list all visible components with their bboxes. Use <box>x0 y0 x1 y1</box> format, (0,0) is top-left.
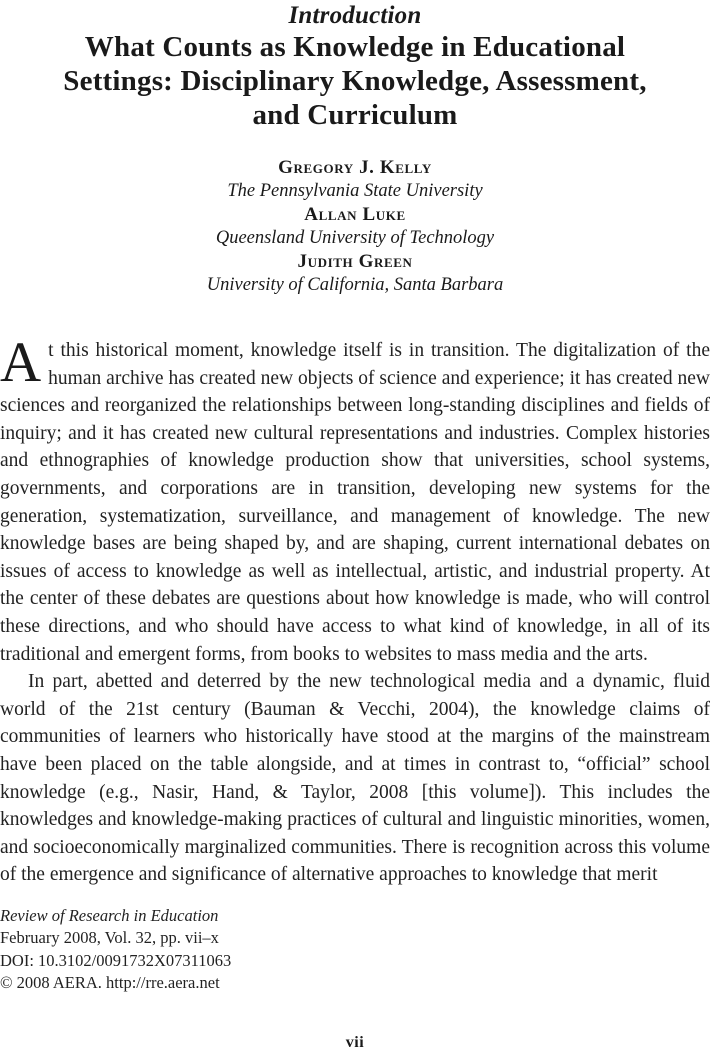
journal-name: Review of Research in Education <box>0 905 219 925</box>
doi-line: DOI: 10.3102/0091732X07311063 <box>0 950 232 970</box>
issue-info: February 2008, Vol. 32, pp. vii–x <box>0 928 219 948</box>
copyright-line: © 2008 AERA. http://rre.aera.net <box>0 973 220 993</box>
page-number: vii <box>345 1034 365 1051</box>
series-label: Introduction <box>288 2 422 29</box>
paragraph-2: In part, abetted and deterred by the new technological media and a dynamic, fluid world of the 21st century (Bauman & Vecchi, 2004), the knowledge claims of communities of learners who historically have stood at the margins of the mainstream have been placed on the table alongside, and at times in contrast to, “official” school knowledge (e.g., Nasir, Hand, & Taylor, 2008 [this volume]). This includes the knowledges and knowledge-making practices of cultural and linguistic minorities, women, and socioeconomically marginalized communities. There is recognition across this volume of the emergence and significance of alternative approaches to knowledge that merit <box>0 671 710 886</box>
author-name: Allan Luke <box>304 204 406 225</box>
title-block <box>0 0 710 132</box>
author-name: Judith Green <box>297 251 413 272</box>
author-name: Gregory J. Kelly <box>278 157 432 178</box>
drop-cap: A <box>0 331 42 394</box>
author-affiliation: Queensland University of Technology <box>215 227 495 248</box>
page-title: What Counts as Knowledge in Educational Settings: Disciplinary Knowledge, Assessment, and Curriculum <box>63 31 647 131</box>
author-affiliation: The Pennsylvania State University <box>227 180 483 201</box>
paragraph-1 <box>0 331 710 668</box>
author-affiliation: University of California, Santa Barbara <box>206 274 504 295</box>
author-block <box>0 156 710 297</box>
paragraph-1-text: t this historical moment, knowledge itself is in transition. The digitalization of the human archive has created new objects of science and experience; it has created new sciences and reorganized the relationships between long-standing disciplines and fields of inquiry; and it has created new cultural representations and industries. Complex histories and ethnographies of knowledge production show that universities, school systems, governments, and corporations are in transition, developing new systems for the generation, systematization, surveillance, and management of knowledge. The new knowledge bases are being shaped by, and are shaping, current international debates on issues of access to knowledge as well as intellectual, artistic, and industrial property. At the center of these debates are questions about how knowledge is made, who will control these directions, and who should have access to what kind of knowledge, in all of its traditional and emergent forms, from books to websites to mass media and the arts. <box>0 340 710 665</box>
journal-footer <box>0 905 710 995</box>
article-body <box>0 331 710 889</box>
